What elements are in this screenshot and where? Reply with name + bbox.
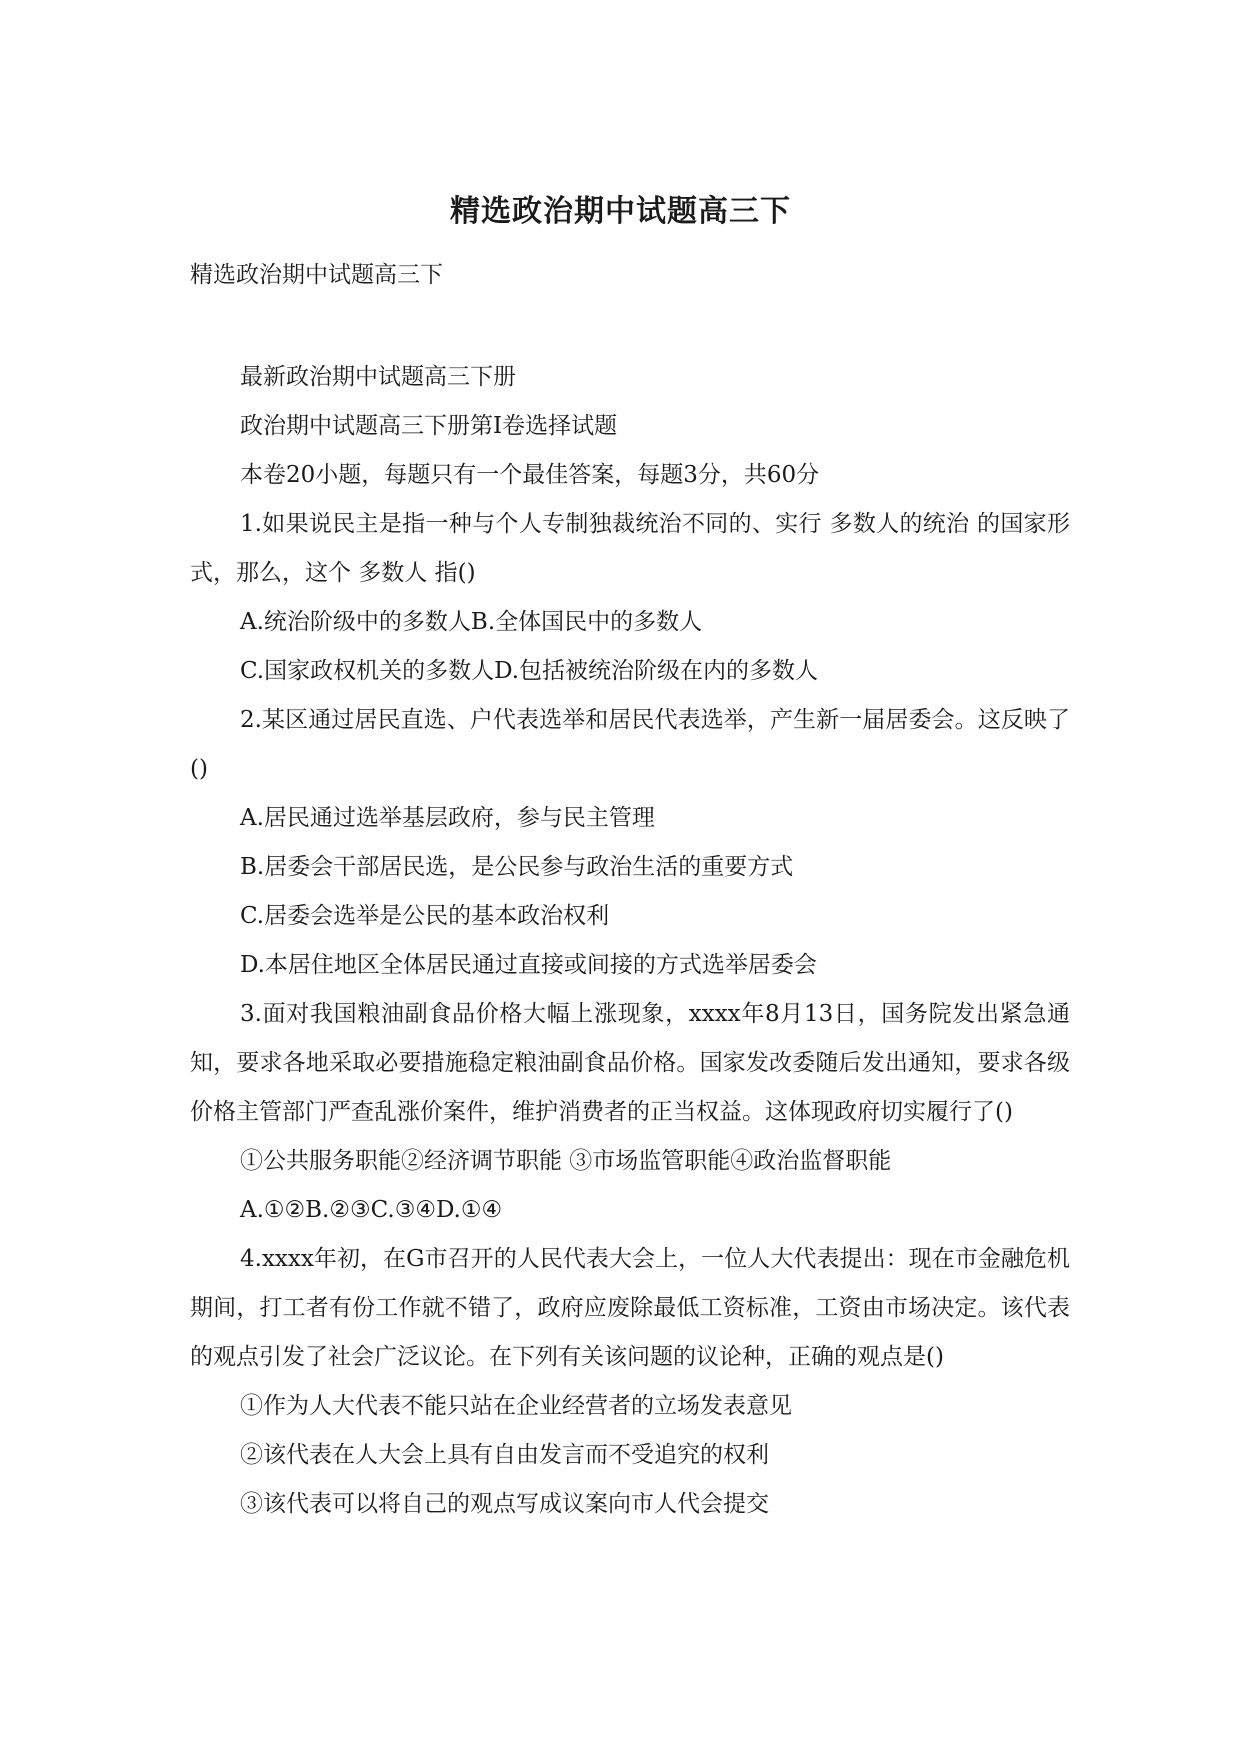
question-1-options-ab: A.统治阶级中的多数人B.全体国民中的多数人 bbox=[240, 609, 703, 635]
document-title: 精选政治期中试题高三下 bbox=[450, 194, 791, 229]
question-3: 3.面对我国粮油副食品价格大幅上涨现象，xxxx年8月13日，国务院发出紧急通知，要求各地采取必要措施稳定粮油副食品价格。国家发改委随后发出通知，要求各级价格主管部门严查乱涨价案件，维护消费者的正当权益。这体现政府切实履行了() bbox=[190, 1001, 1070, 1125]
question-4: 4.xxxx年初，在G市召开的人民代表大会上，一位人大代表提出：现在市金融危机期间，打工者有份工作就不错了，政府应废除最低工资标准，工资由市场决定。该代表的观点引发了社会广泛议论。在下列有关该问题的议论种，正确的观点是() bbox=[190, 1246, 1070, 1370]
question-2: 2.某区通过居民直选、户代表选举和居民代表选举，产生新一届居委会。这反映了() bbox=[190, 707, 1070, 782]
paragraph: 本卷20小题，每题只有一个最佳答案，每题3分，共60分 bbox=[240, 462, 820, 488]
question-3-options: A.①②B.②③C.③④D.①④ bbox=[240, 1197, 503, 1223]
paragraph: 最新政治期中试题高三下册 bbox=[240, 364, 516, 390]
paragraph: 政治期中试题高三下册第Ⅰ卷选择试题 bbox=[240, 413, 618, 439]
question-4-statement-3: ③该代表可以将自己的观点写成议案向市人代会提交 bbox=[240, 1491, 769, 1517]
document-subtitle: 精选政治期中试题高三下 bbox=[190, 262, 443, 288]
question-1: 1.如果说民主是指一种与个人专制独裁统治不同的、实行 多数人的统治 的国家形式，那么，这个 多数人 指() bbox=[190, 511, 1070, 586]
question-2-option-c: C.居委会选举是公民的基本政治权利 bbox=[240, 903, 610, 929]
document-body bbox=[190, 353, 1070, 1529]
question-4-statement-1: ①作为人大代表不能只站在企业经营者的立场发表意见 bbox=[240, 1393, 792, 1419]
question-2-option-d: D.本居住地区全体居民通过直接或间接的方式选举居委会 bbox=[240, 952, 817, 978]
question-2-option-a: A.居民通过选举基层政府，参与民主管理 bbox=[240, 805, 655, 831]
question-1-options-cd: C.国家政权机关的多数人D.包括被统治阶级在内的多数人 bbox=[240, 658, 819, 684]
question-3-statements: ①公共服务职能②经济调节职能 ③市场监管职能④政治监督职能 bbox=[240, 1148, 892, 1174]
question-4-statement-2: ②该代表在人大会上具有自由发言而不受追究的权利 bbox=[240, 1442, 769, 1468]
question-2-option-b: B.居委会干部居民选，是公民参与政治生活的重要方式 bbox=[240, 854, 794, 880]
